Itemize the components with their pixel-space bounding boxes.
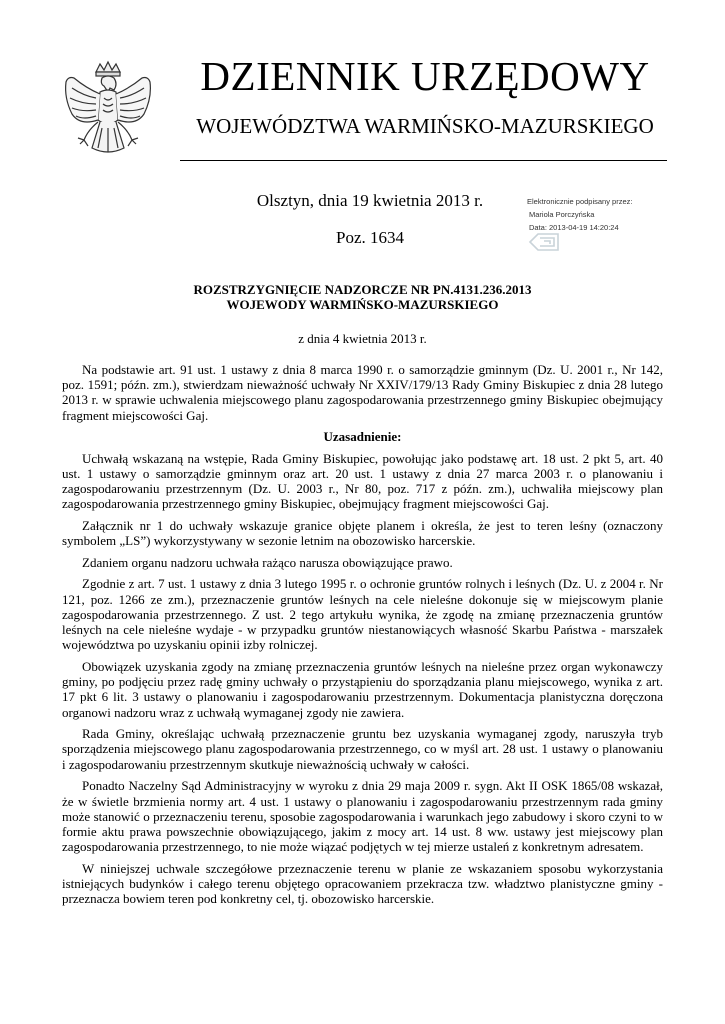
document-body (62, 362, 663, 913)
document-date: z dnia 4 kwietnia 2013 r. (298, 331, 427, 346)
paragraph-2: Uchwałą wskazaną na wstępie, Rada Gminy Biskupiec, powołując jako podstawę art. 18 ust. 2 pkt 5, art. 40 ust. 1 ustawy o samorządzie gminnym oraz art. 20 ust. 1 ustawy z dnia 27 marca 2003 r. o planowaniu i zagospodarowaniu przestrzennym (Dz. U. 2003 r., Nr 80, poz. 717 z późn. zm.), uchwaliła miejscowy plan zagospodarowania przestrzennego gminy Biskupiec, obejmujący fragment miejscowości Gaj. (62, 450, 663, 512)
paragraph-4: Zdaniem organu nadzoru uchwała rażąco narusza obowiązujące prawo. (82, 554, 453, 570)
paragraph-3: Załącznik nr 1 do uchwały wskazuje granice objęte planem i określa, że jest to teren leśny (oznaczony symbolem „LS”) wykorzystywany w sezonie letnim na obozowisko harcerskie. (62, 517, 663, 549)
publication-date: Olsztyn, dnia 19 kwietnia 2013 r. (256, 191, 484, 210)
heading-line-2: WOJEWODY WARMIŃSKO-MAZURSKIEGO (226, 297, 499, 312)
signature-date: Data: 2013-04-19 14:20:24 (529, 223, 619, 232)
journal-subtitle: WOJEWÓDZTWA WARMIŃSKO-MAZURSKIEGO (196, 114, 654, 138)
electronic-signature (527, 195, 697, 234)
position-number: Poz. 1634 (336, 228, 404, 247)
signature-name: Mariola Porczyńska (529, 210, 595, 219)
heading-line-1: ROZSTRZYGNIĘCIE NADZORCZE NR PN.4131.236.2013 (193, 282, 532, 297)
journal-title: DZIENNIK URZĘDOWY (200, 53, 650, 99)
paragraph-7: Rada Gminy, określając uchwałą przeznaczenie gruntu bez uzyskania wymaganej zgody, naruszyła tryb sporządzenia miejscowego planu zagospodarowania przestrzennego, co w myśl art. 28 ust. 1 ustawy o planowaniu i zagospodarowaniu przestrzennym skutkuje nieważnością uchwały w całości. (62, 726, 663, 772)
eagle-emblem-icon (58, 58, 158, 176)
paragraph-9: W niniejszej uchwale szczegółowe przeznaczenie terenu w planie ze wskazaniem sposobu wykorzystania istniejących budynków i całego terenu objętego opracowaniem przekracza tzw. władztwo planistyczne gminy - przeznacza bowiem teren pod konkretny cel, tj. obozowisko harcerskie. (62, 860, 663, 907)
paragraph-8: Ponadto Naczelny Sąd Administracyjny w wyroku z dnia 29 maja 2009 r. sygn. Akt II OSK 1865/08 wskazał, że w świetle brzmienia normy art. 4 ust. 1 ustawy o planowaniu i zagospodarowaniu przestrzennym rada gminy może stanowić o przeznaczeniu terenu, sposobie zagospodarowania i warunkach jego zabudowy i skoro czyni to w formie aktu prawa powszechnie obowiązującego, jakim z mocy art. 14 ust. 8 ww. ustawy jest miejscowy plan zagospodarowania przestrzennego, to nie może wiązać podjętych w tej mierze ustaleń z konkretnym adresatem. (62, 778, 663, 855)
header-divider (180, 160, 667, 161)
paragraph-5: Zgodnie z art. 7 ust. 1 ustawy z dnia 3 lutego 1995 r. o ochronie gruntów rolnych i leśnych (Dz. U. z 2004 r. Nr 121, poz. 1266 ze zm.), przeznaczenie gruntów leśnych na cele nieleśne dokonuje się w miejscowym planie zagospodarowania przestrzennego. Z ust. 2 tego artykułu wynika, że zgodę na zmianę przeznaczenia gruntów leśnych na cele nieleśne wydaje - w przypadku gruntów niestanowiących własność Skarbu Państwa - marszałek województwa po uzyskaniu opinii izby rolniczej. (62, 576, 663, 653)
justification-heading: Uzasadnienie: (323, 429, 402, 445)
paragraph-6: Obowiązek uzyskania zgody na zmianę przeznaczenia gruntów leśnych na nieleśne przez organ wykonawczy gminy, po podjęciu przez radę gminy uchwały o przystąpieniu do sporządzania planu miejscowego, wynika z art. 17 pkt 6 lit. 3 ustawy o planowaniu i zagospodarowaniu przestrzennym. Dokumentacja planistyczna doręczona organowi nadzoru wraz z uchwałą wymaganej zgody nie zawiera. (62, 658, 663, 720)
paragraph-1: Na podstawie art. 91 ust. 1 ustawy z dnia 8 marca 1990 r. o samorządzie gminnym (Dz. U. 2001 r., Nr 142, poz. 1591; późn. zm.), stwierdzam nieważność uchwały Nr XXIV/179/13 Rady Gminy Biskupiec z dnia 28 lutego 2013 r. w sprawie uchwalenia miejscowego planu zagospodarowania przestrzennego gminy Biskupiec obejmujący fragment miejscowości Gaj. (62, 362, 663, 423)
signature-label: Elektronicznie podpisany przez: (527, 197, 633, 206)
document-heading (62, 282, 663, 312)
signature-seal-icon (528, 230, 562, 254)
